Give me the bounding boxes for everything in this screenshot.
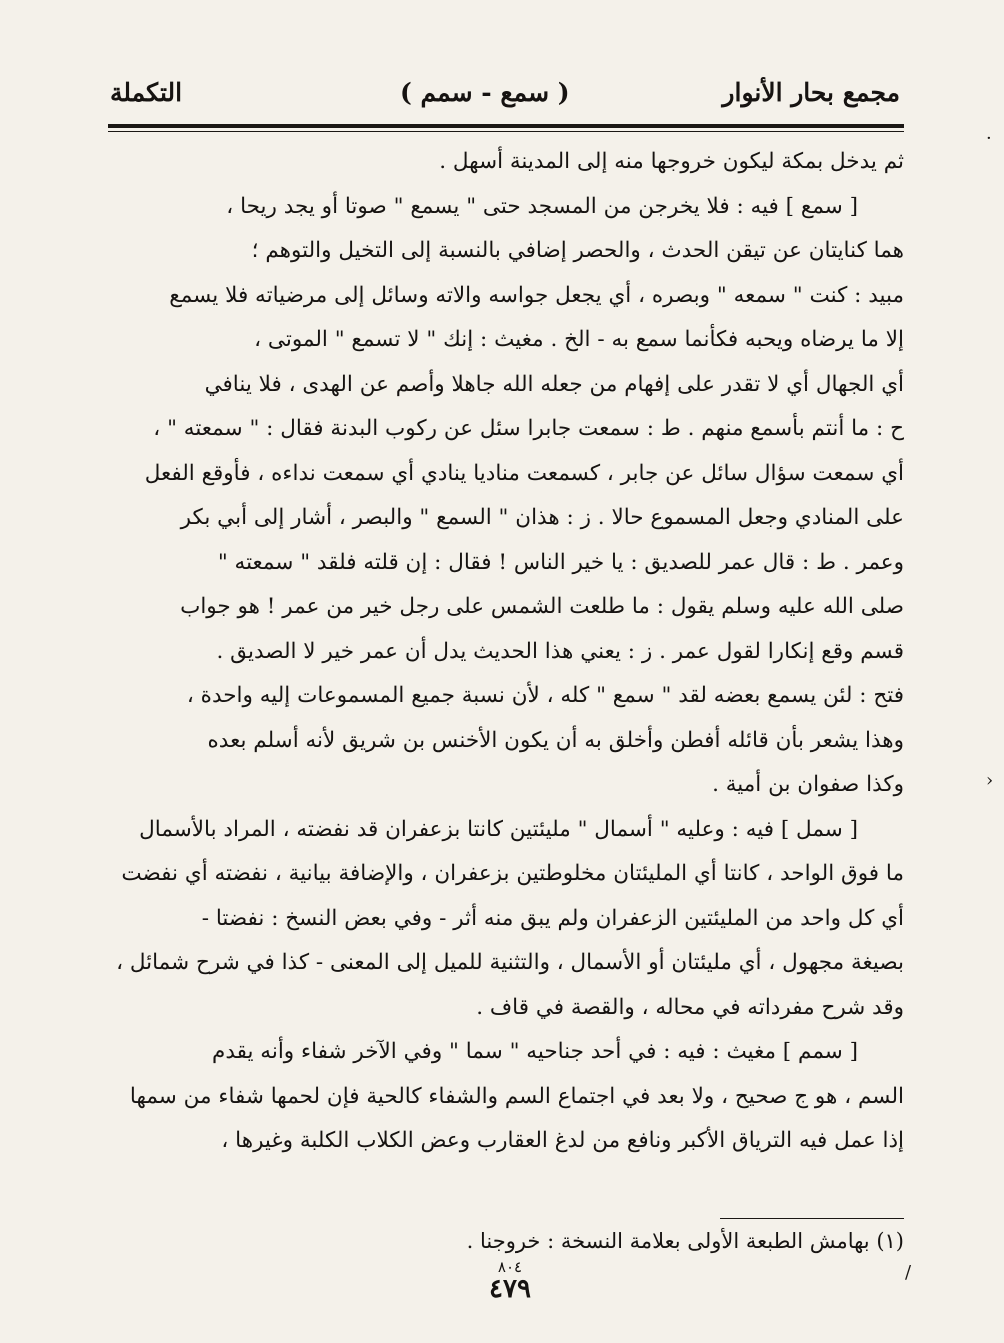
header-rule-thick bbox=[108, 124, 904, 128]
margin-speck: / bbox=[905, 1262, 912, 1283]
footnote: (١) بهامش الطبعة الأولى بعلامة النسخة : خروجنا . bbox=[466, 1229, 904, 1253]
section-title: التكملة bbox=[110, 78, 183, 107]
text-line: ثم يدخل بمكة ليكون خروجها منه إلى المدينة أسهل . bbox=[439, 149, 904, 174]
text-line: ما فوق الواحد ، كانتا أي المليئتان مخلوطتين بزعفران ، والإضافة بيانية ، نفضته أي نفضت bbox=[121, 861, 904, 886]
margin-speck: › bbox=[986, 770, 994, 791]
text-line: وعمر . ط : قال عمر للصديق : يا خير الناس ! فقال : إن قلته فلقد " سمعته " bbox=[217, 549, 904, 575]
text-line: بصيغة مجهول ، أي مليئتان أو الأسمال ، والتثنية للميل إلى المعنى - كذا في شرح شمائل ، bbox=[116, 950, 904, 975]
root-heading: ( سمع - سمم ) bbox=[400, 78, 570, 107]
text-line: صلى الله عليه وسلم يقول : ما طلعت الشمس على رجل خير من عمر ! هو جواب bbox=[180, 594, 904, 619]
text-line: إذا عمل فيه الترياق الأكبر ونافع من لدغ العقارب وعض الكلاب الكلبة وغيرها ، bbox=[221, 1128, 904, 1153]
running-header bbox=[110, 78, 900, 118]
text-line: [ سمع ] فيه : فلا يخرجن من المسجد حتى " يسمع " صوتا أو يجد ريحا ، bbox=[226, 193, 858, 219]
text-line: أي كل واحد من المليئتين الزعفران ولم يبق منه أثر - وفي بعض النسخ : نفضتا - bbox=[201, 905, 904, 931]
text-line: وهذا يشعر بأن قائله أفطن وأخلق به أن يكون الأخنس بن شريق لأنه أسلم بعده bbox=[207, 727, 904, 753]
text-line: مبيد : كنت " سمعه " وبصره ، أي يجعل جواسه والاته وسائل إلى مرضياته فلا يسمع bbox=[169, 282, 904, 308]
text-line: [ سمل ] فيه : وعليه " أسمال " مليئتين كانتا بزعفران قد نفضته ، المراد بالأسمال bbox=[139, 816, 858, 842]
text-line: قسم وقع إنكارا لقول عمر . ز : يعني هذا الحديث يدل أن عمر خير لا الصديق . bbox=[216, 638, 904, 664]
text-line: فتح : لئن يسمع بعضه لقد " سمع " كله ، لأن نسبة جميع المسموعات إليه واحدة ، bbox=[186, 683, 904, 708]
text-line: وكذا صفوان بن أمية . bbox=[712, 772, 904, 797]
book-title: مجمع بحار الأنوار bbox=[722, 78, 900, 107]
text-line: وقد شرح مفرداته في محاله ، والقصة في قاف . bbox=[476, 994, 904, 1020]
text-line: [ سمم ] مغيث : فيه : في أحد جناحيه " سما " وفي الآخر شفاء وأنه يقدم bbox=[212, 1039, 858, 1064]
text-line: إلا ما يرضاه ويحبه فكأنما سمع به - الخ . مغيث : إنك " لا تسمع " الموتى ، bbox=[254, 327, 904, 352]
text-line: أي الجهال أي لا تقدر على إفهام من جعله الله جاهلا وأصم عن الهدى ، فلا ينافي bbox=[204, 371, 904, 397]
text-line: ح : ما أنتم بأسمع منهم . ط : سمعت جابرا سئل عن ركوب البدنة فقال : " سمعته " ، bbox=[153, 416, 904, 441]
header-rule-thin bbox=[108, 131, 904, 132]
footnote-rule bbox=[720, 1218, 904, 1219]
text-line: على المنادي وجعل المسموع حالا . ز : هذان " السمع " والبصر ، أشار إلى أبي بكر bbox=[180, 505, 904, 530]
margin-speck: · bbox=[986, 128, 992, 149]
text-line: هما كنايتان عن تيقن الحدث ، والحصر إضافي بالنسبة إلى التخيل والتوهم ؛ bbox=[251, 238, 904, 263]
page-number: ٤٧٩ bbox=[489, 1274, 531, 1304]
signature-mark: ٨٠٤ bbox=[497, 1258, 523, 1276]
body-text bbox=[108, 140, 904, 1164]
text-line: السم ، هو ج صحيح ، ولا بعد في اجتماع السم والشفاء كالحية فإن لحمها شفاء من سمها bbox=[129, 1083, 904, 1109]
text-line: أي سمعت سؤال سائل عن جابر ، كسمعت مناديا ينادي أي سمعت نداءه ، فأوقع الفعل bbox=[144, 460, 904, 486]
